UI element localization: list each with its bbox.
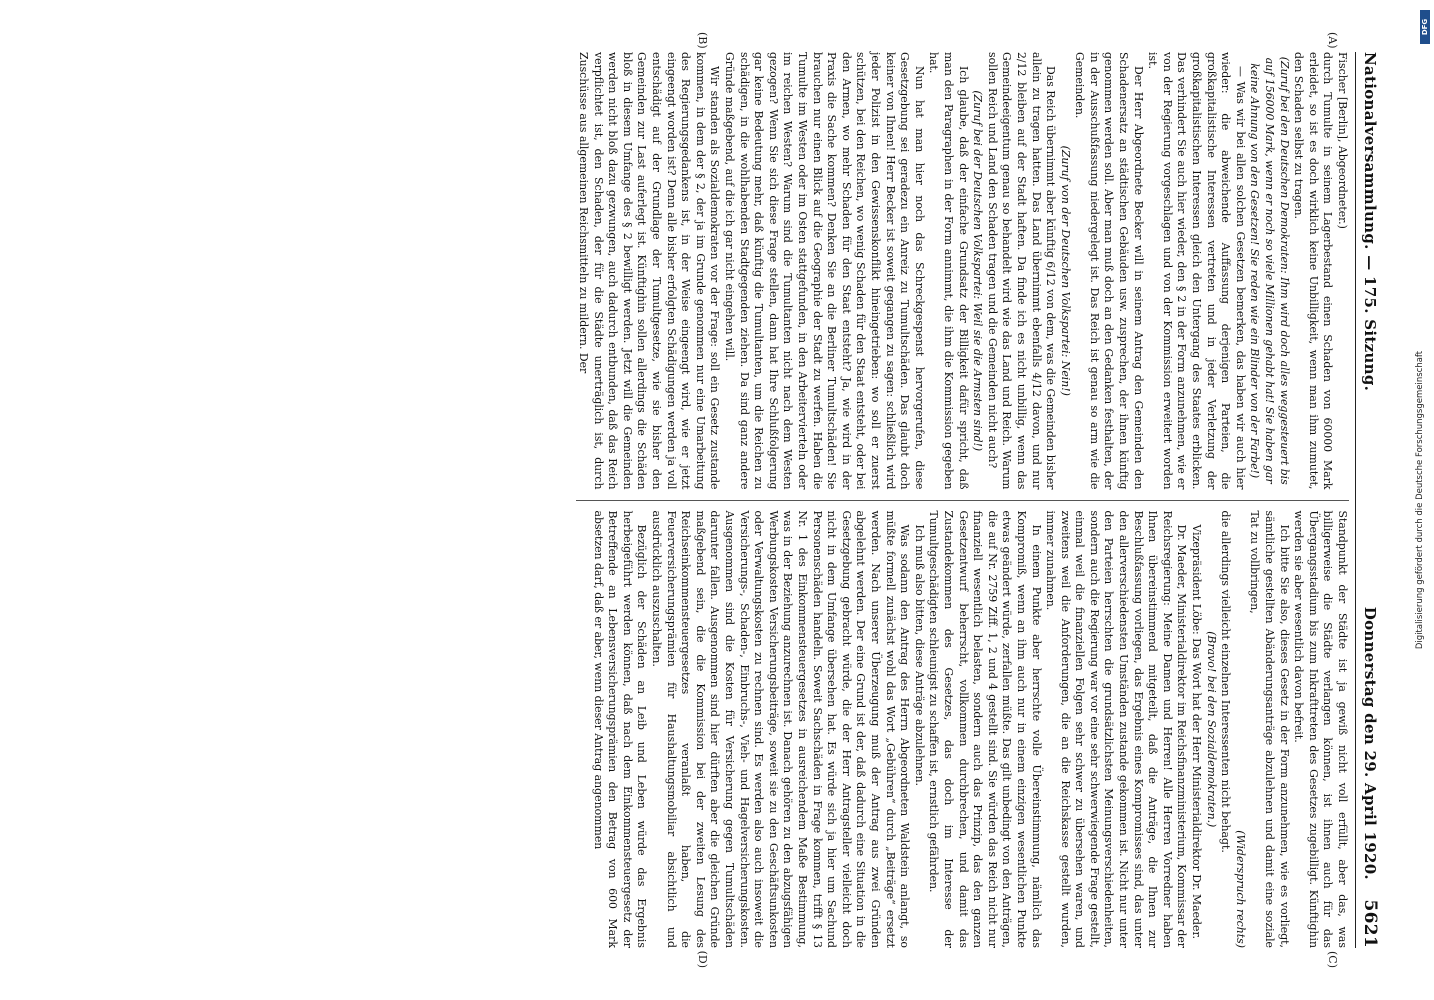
paragraph: Ich muß also bitten, diese Anträge abzulehnen. [912,524,926,786]
credit-text: Digitalisierung gefördert durch die Deutsche Forschungsgemeinschaft [1415,350,1425,650]
interjection: (Bravo! bei den Sozialdemokraten.) [1204,631,1218,828]
paragraph: die allerdings vielleicht einzelnen Interessenten nicht behagt. [1219,510,1233,853]
column-left [576,32,1349,490]
marker-a: (A) [1326,32,1339,49]
document-page [42,30,1392,970]
paragraph: Dr. Maeder, Ministerialdirektor im Reichsfinanzministerium, Kommissar der Reichsregierung: Meine Damen und Herren! Alle Herren Vorredner haben Ihnen übereinstimmend mitgeteilt, daß die Anträge, die Ihnen zur Beschlußfassung vorliegen, das Ergebnis eines Kompromisses sind, das unter den allerverschiedensten Umständen zustande gekommen ist. Nicht nur unter den Parteien herrschten die grundsätzlichsten Meinungsverschiedenheiten, sondern auch die Regierung war vor eine sehr schwerwiegende Frage gestellt, einmal weil die finanziellen Folgen sehr schwer zu übersehen waren, und zweitens weil die Anforderungen, die an die Reichskasse gestellt wurden, immer zunahmen. [1044,510,1189,948]
paragraph: Der Herr Abgeordnete Becker will in seinem Antrag den Gemeinden den Schadenersatz an städtischen Gebäuden usw. zusprechen, der ihnen künftig genommen werden soll. Aber man muß doch an den Gedanken festhalten, der in der Ausschußfassung niedergelegt ist. Das Reich ist genau so arm wie die Gemeinden. [1073,52,1145,490]
paragraph: — Was wir bei allen solchen Gesetzen bemerken, das haben wir auch hier wieder: die abweichende Auffassung derjenigen Parteien, die großkapitalistische Interessen vertreten und in jeder Verletzung der großkapitalistischen Interessen gleich den Untergang des Staates erblicken. Das verhindert Sie auch hier wieder, den § 2 in der Form anzunehmen, wie er von der Regierung vorgeschlagen und von der Kommission erweitert worden ist. [1146,52,1247,490]
speaker-continuation: Fischer [Berlin], Abgeordneter.) [1336,52,1349,229]
interjection: (Widerspruch rechts) [1233,830,1247,948]
marker-d: (D) [696,950,709,968]
paragraph: Standpunkt der Städte ist ja gewiß nicht voll erfüllt, aber das, was billigerweise die Städte verlangen können, ist ihnen auch für das Übergangsstadium bis zum Inkrafttreten des Gesetzes zugebilligt. Künftighin werden sie aber wesentlich davon befreit. [1292,510,1349,948]
interjection: (Zuruf bei den Deutschen Demokraten: Ihm wird doch alles weggesteuert bis auf 156000 Mark, wenn er noch so viele Millionen gehabt hat! Sie haben gar keine Ahnung von den Gesetzen! Sie reden wie ein Blinder von der Farbe!) [1248,56,1291,485]
paragraph: Ich glaube, daß der einfache Grundsatz der Billigkeit dafür spricht, daß man den Paragraphen in der Form annimmt, die ihm die Kommission gegeben hat. [927,52,970,490]
running-head [1355,52,1380,948]
speaker-intro: Vizepräsident Löbe: Das Wort hat der Herr Ministerialdirektor Dr. Maeder. [1190,524,1204,939]
header-date: Donnerstag den 29. April 1920. [1361,606,1379,880]
paragraph: In einem Punkte aber herrschte volle Übereinstimmung, nämlich das Kompromiß, wenn an ihm auch nur in einem einzigen wesentlichen Punkte etwas geändert würde, zerfallen müßte. Das gilt unbedingt von den Anträgen, die auf Nr. 2759 Ziff. 1, 2 und 4 gestellt sind. Sie würden das Reich nicht nur finanziell wesentlich belasten, sondern auch das Prinzip, das den ganzen Gesetzentwurf beherrscht, vollkommen durchbrechen, und damit das Zustandekommen des Gesetzes, das doch im Interesse der Tumultgeschädigten schleunigst zu schaffen ist, ernstlich gefährden. [927,510,1043,948]
marker-c: (C) [1326,951,1339,968]
header-left: Nationalversammlung. — 175. Sitzung. [1361,52,1379,392]
interjection: (Zuruf bei der Deutschen Volkspartei: Weil sie die Armsten sind!) [971,90,985,452]
paragraph: Was sodann den Antrag des Herrn Abgeordneten Waldstein anlangt, so müßte formell zunächst wohl das Wort „Gebühren“ durch „Beiträge“ ersetzt werden. Nach unserer Überzeugung muß der Antrag aus zwei Gründen abgelehnt werden. Der eine Grund ist der, daß dadurch eine Situation in die Gesetzgebung gebracht würde, die der Herr Antragsteller vielleicht doch nicht in dem Umfange übersehen hat. Es würde sich ja hier um Sachund Personenschäden handeln. Soweit Sachschäden in Frage kommen, trifft § 13 Nr. 1 des Einkommensteuergesetzes in ausreichendem Maße Bestimmung, was in der Beziehung anzurechnen ist. Danach gehören zu den abzugsfähigen Werbungskosten Versicherungsbeiträge, soweit sie zu den Geschäftsunkosten oder Verwaltungskosten zu rechnen sind. Es werden also auch insoweit die Versicherungs-, Schaden-, Einbruchs-, Vieh- und Hagelversicherungskosten. Ausgenommen sind die Kosten für Versicherung gegen Tumultschäden darunter fallen. Ausgenommen sind hier dürften aber die gleichen Gründe maßgebend sein, die die Kommission bei der zweiten Lesung des Reichseinkommensteuergesetzes veranlaßt haben, die Feuerversicherungsprämien für Haushaltungsmobiliar absichtlich und ausdrücklich auszuschalten. [650,510,912,948]
paragraph: Wir standen als Sozialdemokraten vor der Frage: soll ein Gesetz zustande kommen, in dem der § 2, der ja im Grunde genommen nur eine Umarbeitung des Regierungsgedankens ist, in der Weise eingeengt wird, wie er jetzt eingeengt worden ist? Denn alle bisher erfolgten Schädigungen werden ja voll entschädigt auf der Grundlage der Tumultgesetze, wie sie bisher den Gemeinden zur Last auferlegt ist. Künftighin sollen allerdings die Schäden bloß in diesem Umfange des § 2 bewilligt werden. Jetzt will die Gemeinden werden nicht bloß dazu gezwungen, auch dadurch entbunden, daß das Reich verpflichtet ist, den Schaden, der für die Städte unerträglich ist, durch Zuschüsse aus allgemeinen Reichsmitteln zu mildern. Der [577,52,722,490]
dfg-logo-text: DFG [1421,18,1429,36]
column-divider [576,500,1349,501]
paragraph: Bezüglich der Schäden an Leib und Leben würde das Ergebnis herbeigeführt werden können, daß nach dem Einkommensteuergesetz der Betreffende an Lebensversicherungsprämien den Betrag von 600 Mark absetzen darf, daß er aber, wenn dieser Antrag angenommen [591,510,649,948]
header-right [1360,500,1380,948]
paragraph: Ich bitte Sie also, dieses Gesetz in der Form anzunehmen, wie es vorliegt, sämtliche gestellten Abänderungsanträge abzulehnen und damit eine soziale Tat zu vollbringen, [1248,510,1291,948]
paragraph: Nun hat man hier noch das Schreckgespenst hervorgerufen, diese Gesetzgebung sei geradezu ein Anreiz zu Tumultschäden. Das glaubt doch keiner von Ihnen! Herr Becker ist soweit gegangen zu sagen: schließlich wird jeder Polizist in den Gewissenskonflikt hineingetrieben: wo soll er zuerst schützen, bei den Reichen, wo wenig Schaden für den Staat entsteht, oder bei den Armen, wo mehr Schaden für den Staat entsteht? Ja, wie wird in der Praxis die Sache kommen? Denken Sie an die Berliner Tumultschäden! Sie brauchen nur einen Blick auf die Geographie der Stadt zu werfen. Haben die Tumulte im Westen oder im Osten stattgefunden, in den Arbeitervierteln oder im reichen Westen? Warum sind die Tumultanten nicht nach dem Westen gezogen? Wenn Sie sich diese Frage stellen, dann hat Ihre Schlußfolgerung gar keine Bedeutung mehr, daß künftig die Tumultanten, um die Reichen zu schädigen, in die wohlhabenden Stadtgegenden ziehen. Da sind ganz andere Gründe maßgebend, auf die ich gar nicht eingehen will. [723,52,926,490]
paragraph: durch Tumulte in seinem Lagerbestand einen Schaden von 60000 Mark erleidet, so ist es doch wirklich keine Unbilligkeit, wenn man ihm zumutet, den Schaden selbst zu tragen. [1292,52,1335,490]
page-number: 5621 [1360,899,1380,948]
column-right [576,510,1349,968]
marker-b: (B) [696,32,709,49]
paragraph: Das Reich übernimmt aber künftig 6/12 von dem, was die Gemeinden bisher allein zu tragen hatten. Das Land übernimmt ebenfalls 4/12 davon, und nur 2/12 bleiben auf der Stadt haften. Da finde ich es nicht unbillig, wenn das Gemeindeeigentum genau so behandelt wird wie das Land und Reich. Warum sollen Reich und Land den Schaden tragen und die Gemeinden nicht auch? [985,52,1058,490]
columns [576,32,1349,968]
interjection: (Zuruf von der Deutschen Volkspartei: Nein!) [1058,145,1072,396]
digitization-credit [1408,10,1432,990]
